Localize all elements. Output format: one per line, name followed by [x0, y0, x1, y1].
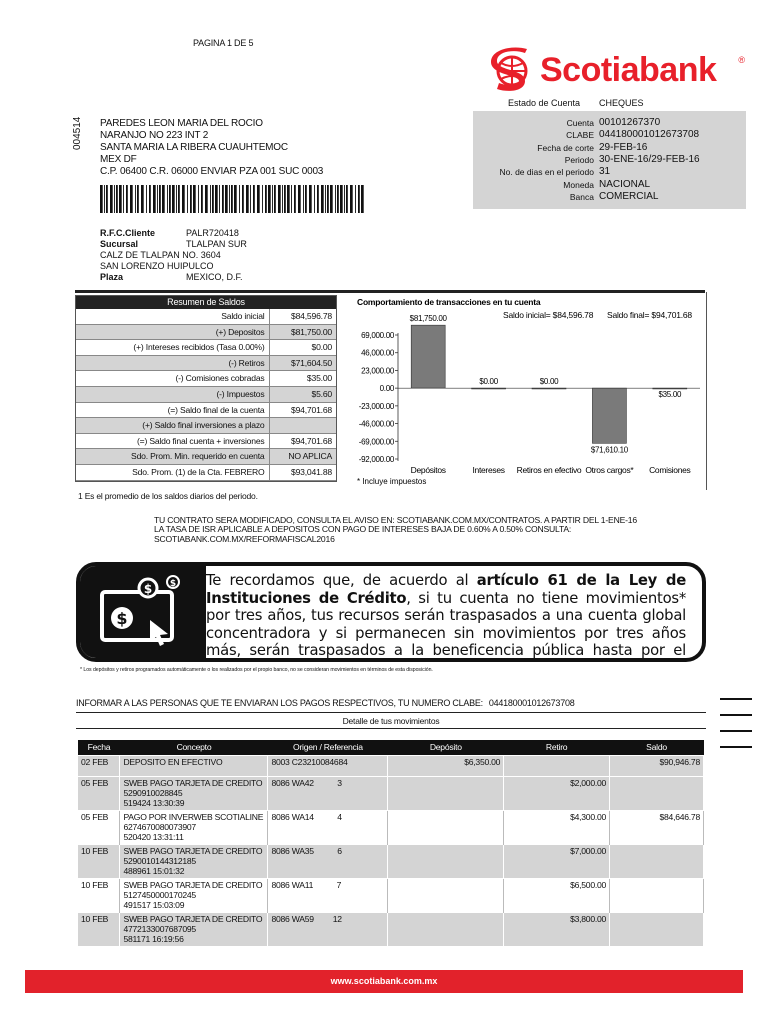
scotiabank-s-icon	[487, 47, 537, 97]
account-key: Banca	[569, 191, 594, 202]
barcode-bar	[172, 185, 175, 213]
transactions-chart	[345, 295, 707, 495]
barcode-bar	[119, 185, 122, 213]
summary-value	[270, 418, 337, 433]
summary-key: (-) Impuestos	[76, 387, 270, 402]
col-deposito: Depósito	[388, 740, 504, 755]
barcode-bar	[212, 185, 214, 213]
summary-row	[76, 387, 336, 403]
summary-row	[76, 371, 336, 387]
barcode-bar	[106, 185, 108, 213]
summary-row	[76, 356, 336, 372]
cell-concepto	[120, 755, 268, 776]
barcode-bar	[358, 185, 360, 213]
barcode-bar	[167, 185, 168, 213]
account-row	[473, 117, 746, 129]
cell-deposito	[388, 878, 504, 912]
address-line: PAREDES LEON MARIA DEL ROCIO	[100, 118, 263, 129]
notice-line-2: LA TASA DE ISR APLICABLE A DEPOSITOS CON PAGO DE INTERESES BAJA DE 0.60% A 0.50% CONSULTA:	[154, 524, 572, 535]
summary-footnote: 1 Es el promedio de los saldos diarios del periodo.	[78, 491, 258, 501]
concepto-line: 5290910028845	[123, 787, 183, 798]
col-origen: Origen / Referencia	[268, 740, 388, 755]
y-tick-label: -69,000.00	[358, 437, 394, 447]
barcode-bar	[162, 185, 165, 213]
barcode-bar	[239, 185, 240, 213]
svg-text:$: $	[116, 609, 128, 628]
barcode-bar	[190, 185, 192, 213]
barcode-bar	[182, 185, 185, 213]
origen-ref: 3	[337, 777, 342, 788]
clabe-value: 044180001012673708	[488, 698, 575, 708]
page-number: PAGINA 1 DE 5	[193, 38, 254, 48]
bar-3	[592, 388, 626, 443]
summary-key: Sdo. Prom. Min. requerido en cuenta	[76, 449, 270, 464]
summary-value: $93,041.88	[290, 466, 332, 477]
origen-code: 8003 C232	[271, 756, 312, 767]
col-retiro: Retiro	[504, 740, 610, 755]
barcode-bar	[344, 185, 345, 213]
customer-address	[100, 118, 323, 178]
account-value: NACIONAL	[599, 178, 651, 190]
barcode-bar	[298, 185, 301, 213]
origen-ref: 6	[337, 845, 342, 856]
cell-fecha: 10 FEB	[78, 878, 120, 912]
plaza-label: Plaza	[100, 272, 124, 282]
brand-name: Scotiabank	[540, 51, 717, 89]
barcode-bar	[231, 185, 233, 213]
cell-deposito: $6,350.00	[388, 755, 504, 776]
concepto-line: 519424 13:30:39	[123, 798, 185, 809]
barcode-bar	[274, 185, 276, 213]
postal-barcode	[100, 185, 366, 213]
account-key: Cuenta	[566, 118, 594, 128]
svg-text:$: $	[143, 582, 153, 596]
banner-message: Te recordamos que, de acuerdo al artículo 61 de la Ley de Instituciones de Crédito, si tu cuenta no tiene movimientos* por tres años, tus recursos serán traspasados a una cuenta global concentradora y si permanecen sin movimientos por tres años más, serán traspasados a la beneficencia pública hasta por el	[206, 572, 686, 659]
origen-code: 8086 WA14	[271, 811, 314, 822]
cell-origen	[268, 810, 388, 844]
bar-0	[411, 325, 445, 388]
barcode-bar	[346, 185, 348, 213]
clabe-info	[76, 698, 574, 708]
barcode-bar	[137, 185, 139, 213]
barcode-bar	[193, 185, 196, 213]
account-key: Moneda	[563, 179, 594, 190]
table-row	[78, 776, 704, 810]
barcode-bar	[262, 185, 263, 213]
cell-origen	[268, 878, 388, 912]
address-line: SANTA MARIA LA RIBERA CUAUHTEMOC	[100, 142, 288, 153]
summary-key: (-) Comisiones cobradas	[76, 371, 270, 386]
barcode-bar	[309, 185, 312, 213]
barcode-bar	[153, 185, 156, 213]
col-concepto: Concepto	[120, 740, 268, 755]
barcode-bar	[146, 185, 147, 213]
cell-concepto	[120, 912, 268, 946]
barcode-bar	[250, 185, 251, 213]
summary-key: (+) Depositos	[76, 325, 270, 340]
y-tick-label: 69,000.00	[361, 331, 394, 340]
origen-code: 8086 WA59	[271, 913, 314, 924]
balance-summary	[75, 295, 337, 482]
concepto-line: 6274670080073907	[123, 821, 196, 832]
statement-label: Estado de Cuenta	[508, 98, 581, 108]
summary-key: (+) Saldo final inversiones a plazo	[76, 418, 270, 433]
address-line: NARANJO NO 223 INT 2	[100, 130, 209, 141]
banner-icon-panel	[76, 562, 206, 662]
account-key: Periodo	[564, 154, 594, 165]
cell-concepto	[120, 844, 268, 878]
summary-title: Resumen de Saldos	[76, 296, 336, 309]
cell-saldo	[610, 844, 704, 878]
summary-value: NO APLICA	[288, 451, 332, 462]
scotiabank-logo	[487, 47, 747, 97]
rfc-label: R.F.C.Cliente	[100, 228, 156, 238]
barcode-bar	[361, 185, 364, 213]
chart-title: Comportamiento de transacciones en tu cuenta	[357, 297, 541, 307]
footer-url-bar: www.scotiabank.com.mx	[25, 970, 743, 993]
cell-retiro: $2,000.00	[504, 776, 610, 810]
cell-deposito	[388, 810, 504, 844]
table-row	[78, 878, 704, 912]
barcode-bar	[149, 185, 151, 213]
barcode-bar	[157, 185, 158, 213]
summary-key: Sdo. Prom. (1) de la Cta. FEBRERO	[76, 465, 270, 480]
barcode-bar	[229, 185, 230, 213]
x-category-label: Retiros en efectivo	[516, 465, 582, 475]
concepto-line: SWEB PAGO TARJETA DE CREDITO	[123, 913, 263, 924]
summary-value: $81,750.00	[290, 326, 332, 337]
table-row	[78, 844, 704, 878]
summary-value: $94,701.68	[290, 404, 332, 415]
cell-origen	[268, 912, 388, 946]
barcode-bar	[130, 185, 133, 213]
brand-registered: ®	[738, 55, 745, 65]
cell-origen	[268, 844, 388, 878]
barcode-bar	[178, 185, 180, 213]
barcode-bar	[110, 185, 113, 213]
barcode-bar	[325, 185, 326, 213]
summary-value: $5.60	[311, 388, 332, 399]
summary-value: $35.00	[306, 373, 332, 384]
cell-concepto	[120, 776, 268, 810]
y-tick-label: -46,000.00	[358, 419, 394, 429]
barcode-bar	[176, 185, 177, 213]
account-row	[473, 154, 746, 166]
origen-ref: 12	[332, 913, 342, 924]
summary-key: (-) Retiros	[76, 356, 270, 371]
barcode-bar	[330, 185, 333, 213]
clabe-text: INFORMAR A LAS PERSONAS QUE TE ENVIARAN LOS PAGOS RESPECTIVOS, TU NUMERO CLABE:	[76, 698, 483, 708]
barcode-bar	[282, 185, 283, 213]
barcode-bar	[123, 185, 124, 213]
concepto-line: 520420 13:31:11	[123, 832, 184, 843]
barcode-bar	[114, 185, 115, 213]
origen-ref: 7	[336, 879, 342, 890]
barcode-bar	[314, 185, 315, 213]
client-info	[100, 228, 247, 283]
summary-value: $84,596.78	[290, 311, 332, 321]
cell-fecha: 02 FEB	[78, 755, 120, 776]
summary-row	[76, 309, 336, 325]
summary-value: $71,604.50	[290, 357, 332, 368]
origen-ref: 10084684	[311, 756, 348, 767]
barcode-bar	[268, 185, 271, 213]
cell-saldo	[610, 878, 704, 912]
concepto-line: 581171 16:19:56	[123, 934, 184, 945]
account-info-box	[473, 111, 746, 209]
barcode-bar	[198, 185, 199, 213]
summary-row	[76, 418, 336, 434]
data-label: $81,750.00	[409, 314, 447, 324]
rfc-value: PALR720418	[186, 228, 239, 238]
concepto-line: SWEB PAGO TARJETA DE CREDITO	[123, 879, 263, 890]
summary-key: (=) Saldo final cuenta + inversiones	[76, 434, 270, 449]
cell-retiro	[504, 755, 610, 776]
cell-deposito	[388, 776, 504, 810]
data-label: $71,610.10	[590, 445, 628, 455]
account-row	[473, 142, 746, 154]
summary-row	[76, 465, 336, 481]
barcode-bar	[135, 185, 136, 213]
x-category-label: Intereses	[472, 465, 505, 475]
concepto-line: PAGO POR INVERWEB SCOTIALINE	[123, 811, 264, 822]
barcode-bar	[257, 185, 260, 213]
barcode-bar	[355, 185, 356, 213]
barcode-bar	[104, 185, 105, 213]
account-value: 00101267370	[599, 117, 661, 128]
data-label: $35.00	[658, 390, 682, 400]
panel-top-rule	[75, 290, 705, 293]
notice-line-3: SCOTIABANK.COM.MX/REFORMAFISCAL2016	[154, 533, 335, 544]
barcode-bar	[265, 185, 267, 213]
account-value: 31	[599, 166, 611, 178]
barcode-bar	[141, 185, 144, 213]
barcode-bar	[327, 185, 329, 213]
statement-type: CHEQUES	[599, 98, 644, 108]
account-row	[473, 129, 746, 141]
account-key: CLABE	[566, 130, 594, 141]
contract-notice	[154, 516, 637, 544]
barcode-bar	[234, 185, 237, 213]
barcode-bar	[116, 185, 118, 213]
chart-saldo-inicial: Saldo inicial= $84,596.78	[503, 310, 594, 320]
barcode-bar	[215, 185, 218, 213]
cell-origen	[268, 776, 388, 810]
barcode-bar	[350, 185, 353, 213]
cell-concepto	[120, 878, 268, 912]
side-code: 004514	[72, 116, 83, 150]
barcode-bar	[321, 185, 324, 213]
table-row	[78, 755, 704, 776]
client-address-1: CALZ DE TLALPAN NO. 3604	[100, 250, 221, 260]
cell-concepto	[120, 810, 268, 844]
barcode-bar	[278, 185, 281, 213]
concepto-line: 5127450000170245	[123, 889, 196, 900]
barcode-bar	[201, 185, 203, 213]
dormant-account-banner	[76, 562, 706, 662]
barcode-bar	[317, 185, 319, 213]
sucursal-value: TLALPAN SUR	[186, 239, 247, 249]
cell-retiro: $4,300.00	[504, 810, 610, 844]
barcode-bar	[205, 185, 208, 213]
data-label: $0.00	[539, 377, 559, 387]
summary-key: (=) Saldo final de la cuenta	[76, 403, 270, 418]
account-row	[473, 166, 746, 178]
banner-footnote: * Los depósitos y retiros programados automáticamente o los realizados por el propio banco, no se consideran movimientos en términos de esta disposición.	[80, 667, 433, 673]
account-row	[473, 179, 746, 191]
concepto-line: 491517 15:03:09	[123, 900, 185, 911]
barcode-bar	[294, 185, 296, 213]
data-label: $0.00	[479, 377, 498, 387]
col-saldo: Saldo	[610, 740, 704, 755]
summary-value: $0.00	[311, 342, 332, 353]
barcode-bar	[337, 185, 339, 213]
account-value: 29-FEB-16	[599, 141, 648, 153]
cell-fecha: 10 FEB	[78, 912, 120, 946]
cell-fecha: 10 FEB	[78, 844, 120, 878]
client-address-2: SAN LORENZO HUIPULCO	[100, 261, 214, 271]
x-category-label: Depósitos	[410, 465, 446, 475]
movements-header-row	[78, 740, 704, 755]
barcode-bar	[291, 185, 292, 213]
table-row	[78, 912, 704, 946]
concepto-line: 5290010144312185	[123, 855, 196, 866]
chart-saldo-final: Saldo final= $94,701.68	[607, 310, 692, 320]
summary-row	[76, 403, 336, 419]
barcode-bar	[272, 185, 273, 213]
barcode-bar	[305, 185, 307, 213]
account-value: 044180001012673708	[599, 129, 700, 141]
barcode-bar	[340, 185, 343, 213]
cell-retiro: $6,500.00	[504, 878, 610, 912]
movements-table	[78, 740, 704, 947]
movements-title: Detalle de tus movimientos	[342, 716, 440, 726]
barcode-bar	[169, 185, 171, 213]
barcode-bar	[287, 185, 290, 213]
barcode-bar	[242, 185, 244, 213]
concepto-line: 4772133007687095	[123, 923, 196, 934]
account-row	[473, 191, 746, 203]
summary-key: (+) Intereses recibidos (Tasa 0.00%)	[76, 340, 270, 355]
origen-code: 8086 WA42	[271, 777, 314, 788]
barcode-bar	[100, 185, 103, 213]
cell-retiro: $7,000.00	[504, 844, 610, 878]
summary-key: Saldo inicial	[76, 309, 270, 324]
origen-code: 8086 WA11	[271, 879, 314, 890]
barcode-bar	[210, 185, 211, 213]
separator	[76, 728, 706, 729]
plaza-value: MEXICO, D.F.	[186, 272, 243, 282]
chart-note: * Incluye impuestos	[357, 477, 427, 486]
x-category-label: Otros cargos*	[585, 465, 634, 475]
cell-deposito	[388, 844, 504, 878]
svg-text:$: $	[169, 579, 177, 589]
summary-row	[76, 325, 336, 341]
barcode-bar	[126, 185, 128, 213]
notice-line-1: TU CONTRATO SERA MODIFICADO, CONSULTA EL AVISO EN: SCOTIABANK.COM.MX/CONTRATOS. A PARTIR DEL 1-ENE-16	[154, 515, 637, 525]
address-line: MEX DF	[100, 154, 137, 165]
cell-fecha: 05 FEB	[78, 776, 120, 810]
summary-value: $94,701.68	[290, 435, 332, 446]
origen-ref: 4	[337, 811, 342, 822]
sucursal-label: Sucursal	[100, 239, 139, 249]
barcode-bar	[225, 185, 228, 213]
origen-code: 8086 WA35	[271, 845, 314, 856]
concepto-line: SWEB PAGO TARJETA DE CREDITO	[123, 845, 263, 856]
cell-saldo: $84,646.78	[610, 810, 704, 844]
concepto-line: DEPOSITO EN EFECTIVO	[123, 756, 223, 767]
barcode-bar	[335, 185, 336, 213]
cell-saldo	[610, 912, 704, 946]
cell-fecha: 05 FEB	[78, 810, 120, 844]
summary-row	[76, 340, 336, 356]
barcode-bar	[253, 185, 255, 213]
y-tick-label: -92,000.00	[358, 455, 394, 464]
account-key: No. de dias en el periodo	[499, 167, 594, 178]
concepto-line: 488961 15:01:32	[123, 866, 185, 877]
table-row	[78, 810, 704, 844]
col-fecha: Fecha	[78, 740, 120, 755]
cell-origen	[268, 755, 388, 776]
summary-row	[76, 434, 336, 450]
account-key: Fecha de corte	[537, 142, 594, 153]
summary-row	[76, 449, 336, 465]
cell-saldo	[610, 776, 704, 810]
barcode-bar	[187, 185, 188, 213]
barcode-bar	[159, 185, 161, 213]
barcode-bar	[219, 185, 220, 213]
cell-deposito	[388, 912, 504, 946]
money-transfer-icon	[76, 562, 206, 662]
y-tick-label: 46,000.00	[361, 348, 394, 358]
barcode-bar	[284, 185, 286, 213]
x-category-label: Comisiones	[649, 465, 691, 475]
concepto-line: SWEB PAGO TARJETA DE CREDITO	[123, 777, 263, 788]
cell-saldo: $90,946.78	[610, 755, 704, 776]
separator	[76, 712, 706, 713]
y-tick-label: 23,000.00	[361, 366, 394, 376]
address-line: C.P. 06400 C.R. 06000 ENVIAR PZA 001 SUC 0003	[100, 166, 324, 177]
account-value: 30-ENE-16/29-FEB-16	[599, 153, 700, 165]
barcode-bar	[222, 185, 224, 213]
chart-right-border	[706, 292, 707, 490]
barcode-bar	[246, 185, 249, 213]
y-tick-label: 0.00	[379, 384, 394, 394]
cell-retiro: $3,800.00	[504, 912, 610, 946]
account-value: COMERCIAL	[599, 190, 659, 202]
barcode-bar	[303, 185, 304, 213]
y-tick-label: -23,000.00	[358, 401, 394, 411]
mail-sort-marks	[720, 698, 752, 762]
